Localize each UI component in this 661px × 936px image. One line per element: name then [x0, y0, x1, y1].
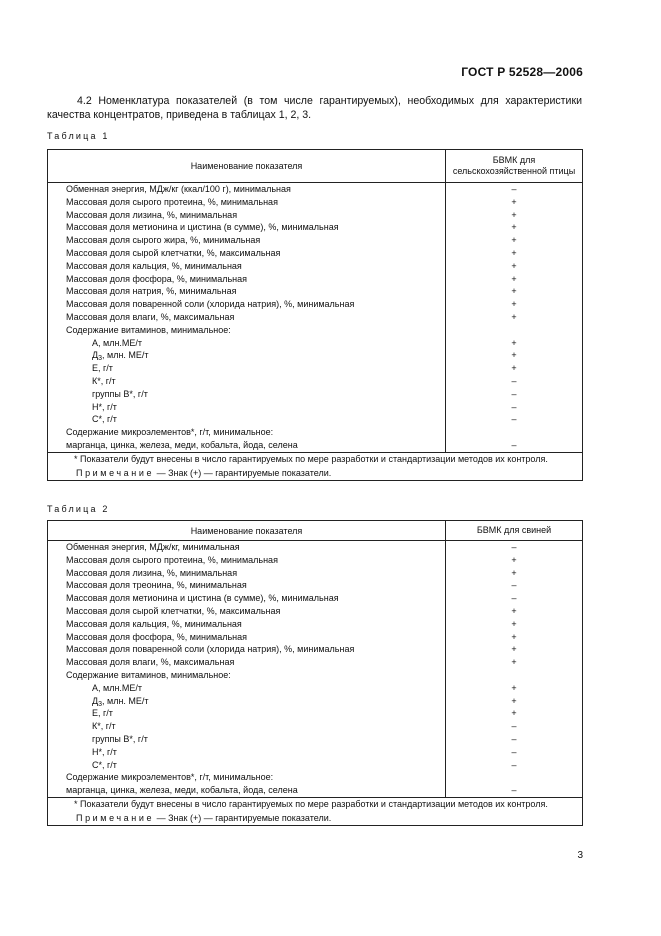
table-row-name: Е, г/т — [92, 363, 113, 374]
table-1-note — [48, 467, 582, 480]
table-row-name: Содержание витаминов, минимальное: — [66, 324, 231, 335]
table-row-name: Содержание витаминов, минимальное: — [66, 669, 231, 680]
table-row-value: – — [511, 785, 517, 796]
table-row-value — [446, 771, 582, 784]
table-1-caption: Таблица 1 — [47, 131, 110, 141]
table-1-note-label: Примечание — [76, 468, 155, 479]
table-row-value: + — [511, 363, 517, 374]
table-row-value — [446, 324, 582, 337]
table-row-name: Массовая доля влаги, %, максимальная — [66, 657, 235, 668]
table-row-value — [446, 426, 582, 439]
table-row-name: Содержание микроэлементов*, г/т, минимальное: — [66, 772, 274, 783]
table-row-name: марганца, цинка, железа, меди, кобальта, йода, селена — [66, 785, 298, 796]
table-row-value: + — [511, 657, 517, 668]
table-1 — [47, 149, 583, 481]
document-code: ГОСТ Р 52528—2006 — [461, 65, 583, 79]
table-row-name: Массовая доля сырой клетчатки, %, максимальная — [66, 247, 281, 258]
table-row-name: Массовая доля поваренной соли (хлорида натрия), %, минимальная — [66, 644, 355, 655]
table-row-value: – — [511, 580, 517, 591]
table-row-value: + — [511, 273, 517, 284]
table-1-header-value — [446, 150, 583, 183]
table-2 — [47, 520, 583, 826]
table-row-value: + — [511, 695, 517, 706]
table-row-name: Массовая доля фосфора, %, минимальная — [66, 631, 247, 642]
table-row-name: С*, г/т — [92, 414, 117, 425]
table-row-value: – — [511, 746, 517, 757]
table-1-values-column — [446, 183, 583, 453]
table-row-name: Массовая доля фосфора, %, минимальная — [66, 273, 247, 284]
table-row-value: + — [511, 605, 517, 616]
table-row-name: Массовая доля метионина и цистина (в сумме), %, минимальная — [66, 593, 339, 604]
table-row-name: Массовая доля поваренной соли (хлорида натрия), %, минимальная — [66, 299, 355, 310]
page-number: 3 — [577, 850, 583, 861]
table-row-name: Массовая доля сырого протеина, %, минимальная — [66, 196, 278, 207]
table-row-value: + — [511, 247, 517, 258]
table-1-footer — [48, 452, 583, 480]
table-row-value: + — [511, 350, 517, 361]
table-row-name: Массовая доля влаги, %, максимальная — [66, 311, 235, 322]
table-row-name: А, млн.МЕ/т — [92, 682, 143, 693]
table-1-header-name: Наименование показателя — [48, 150, 446, 183]
table-row-value: – — [511, 184, 517, 194]
table-2-values-column — [446, 541, 583, 798]
table-2-note-text: — Знак (+) — гарантируемые показатели. — [154, 813, 332, 824]
table-row-value: + — [511, 235, 517, 246]
table-row-value: – — [511, 439, 517, 450]
table-row-value: + — [511, 708, 517, 719]
table-row-name: Массовая доля кальция, %, минимальная — [66, 618, 242, 629]
table-row-name: Массовая доля треонина, %, минимальная — [66, 580, 247, 591]
table-1-header-value-line2: сельскохозяйственной птицы — [452, 166, 576, 176]
table-row-name: Массовая доля сырого протеина, %, минимальная — [66, 554, 278, 565]
table-row-name: Массовая доля метионина и цистина (в сумме), %, минимальная — [66, 222, 339, 233]
table-row-value — [446, 669, 582, 682]
table-row-value: + — [511, 196, 517, 207]
table-2-header-name: Наименование показателя — [48, 521, 446, 541]
table-row-name: Массовая доля сырого жира, %, минимальная — [66, 235, 261, 246]
table-row-name: К*, г/т — [92, 375, 116, 386]
table-row-name: Массовая доля кальция, %, минимальная — [66, 260, 242, 271]
table-row-name: К*, г/т — [92, 721, 116, 732]
table-row-name: марганца, цинка, железа, меди, кобальта, йода, селена — [66, 439, 298, 450]
table-row-value: + — [511, 644, 517, 655]
table-row-value: + — [511, 631, 517, 642]
intro-paragraph: 4.2 Номенклатура показателей (в том числе гарантируемых), необходимых для характеристики качества концентратов, приведена в таблицах 1, 2, 3. — [47, 95, 582, 121]
table-row-name: группы В*, г/т — [92, 733, 148, 744]
table-row-name: Н*, г/т — [92, 746, 117, 757]
table-row-value: + — [511, 554, 517, 565]
table-row-value: + — [511, 567, 517, 578]
table-2-header-value: БВМК для свиней — [446, 521, 583, 541]
table-row-name: Массовая доля лизина, %, минимальная — [66, 209, 238, 220]
table-row-value: + — [511, 682, 517, 693]
table-1-header-value-line1: БВМК для — [492, 155, 536, 165]
table-row-name: Массовая доля сырой клетчатки, %, максимальная — [66, 605, 281, 616]
table-row-value: + — [511, 260, 517, 271]
table-row-value: – — [511, 401, 517, 412]
table-row-name: Обменная энергия, МДж/кг (ккал/100 г), минимальная — [66, 184, 291, 194]
table-row-value: + — [511, 286, 517, 297]
table-2-footer — [48, 797, 583, 825]
table-2-note-label: Примечание — [76, 813, 155, 824]
table-row-value: + — [511, 209, 517, 220]
table-row-value: – — [511, 759, 517, 770]
table-row-name: Обменная энергия, МДж/кг, минимальная — [66, 542, 240, 552]
table-1-note-text: — Знак (+) — гарантируемые показатели. — [154, 468, 332, 479]
table-2-names-column — [48, 541, 446, 798]
table-row-value: – — [511, 388, 517, 399]
table-row-name: А, млн.МЕ/т — [92, 337, 143, 348]
table-row-name: Н*, г/т — [92, 401, 117, 412]
table-2-note — [48, 812, 582, 825]
table-2-caption: Таблица 2 — [47, 504, 110, 514]
table-row-name: С*, г/т — [92, 759, 117, 770]
table-row-value: – — [511, 414, 517, 425]
table-row-value: + — [511, 618, 517, 629]
table-row-value: + — [511, 222, 517, 233]
table-row-name: Содержание микроэлементов*, г/т, минимальное: — [66, 427, 274, 438]
table-row-value: – — [511, 542, 517, 552]
table-row-name: Массовая доля лизина, %, минимальная — [66, 567, 238, 578]
table-row-name: Массовая доля натрия, %, минимальная — [66, 286, 237, 297]
table-row-value: – — [511, 593, 517, 604]
table-row-value: + — [511, 299, 517, 310]
table-row-name: $Д_3$, млн. МЕ/т — [92, 350, 149, 363]
table-row-name: Е, г/т — [92, 708, 113, 719]
table-row-value: – — [511, 721, 517, 732]
table-row-value: – — [511, 375, 517, 386]
table-1-footnote: * Показатели будут внесены в число гарантируемых по мере разработки и стандартизации методов их контроля. — [74, 453, 548, 464]
table-row-value: + — [511, 337, 517, 348]
table-row-value: – — [511, 733, 517, 744]
table-2-footnote: * Показатели будут внесены в число гарантируемых по мере разработки и стандартизации методов их контроля. — [74, 798, 548, 809]
table-1-names-column — [48, 183, 446, 453]
table-row-name: $Д_3$, млн. МЕ/т — [92, 695, 149, 708]
table-row-name: группы В*, г/т — [92, 388, 148, 399]
table-row-value: + — [511, 311, 517, 322]
